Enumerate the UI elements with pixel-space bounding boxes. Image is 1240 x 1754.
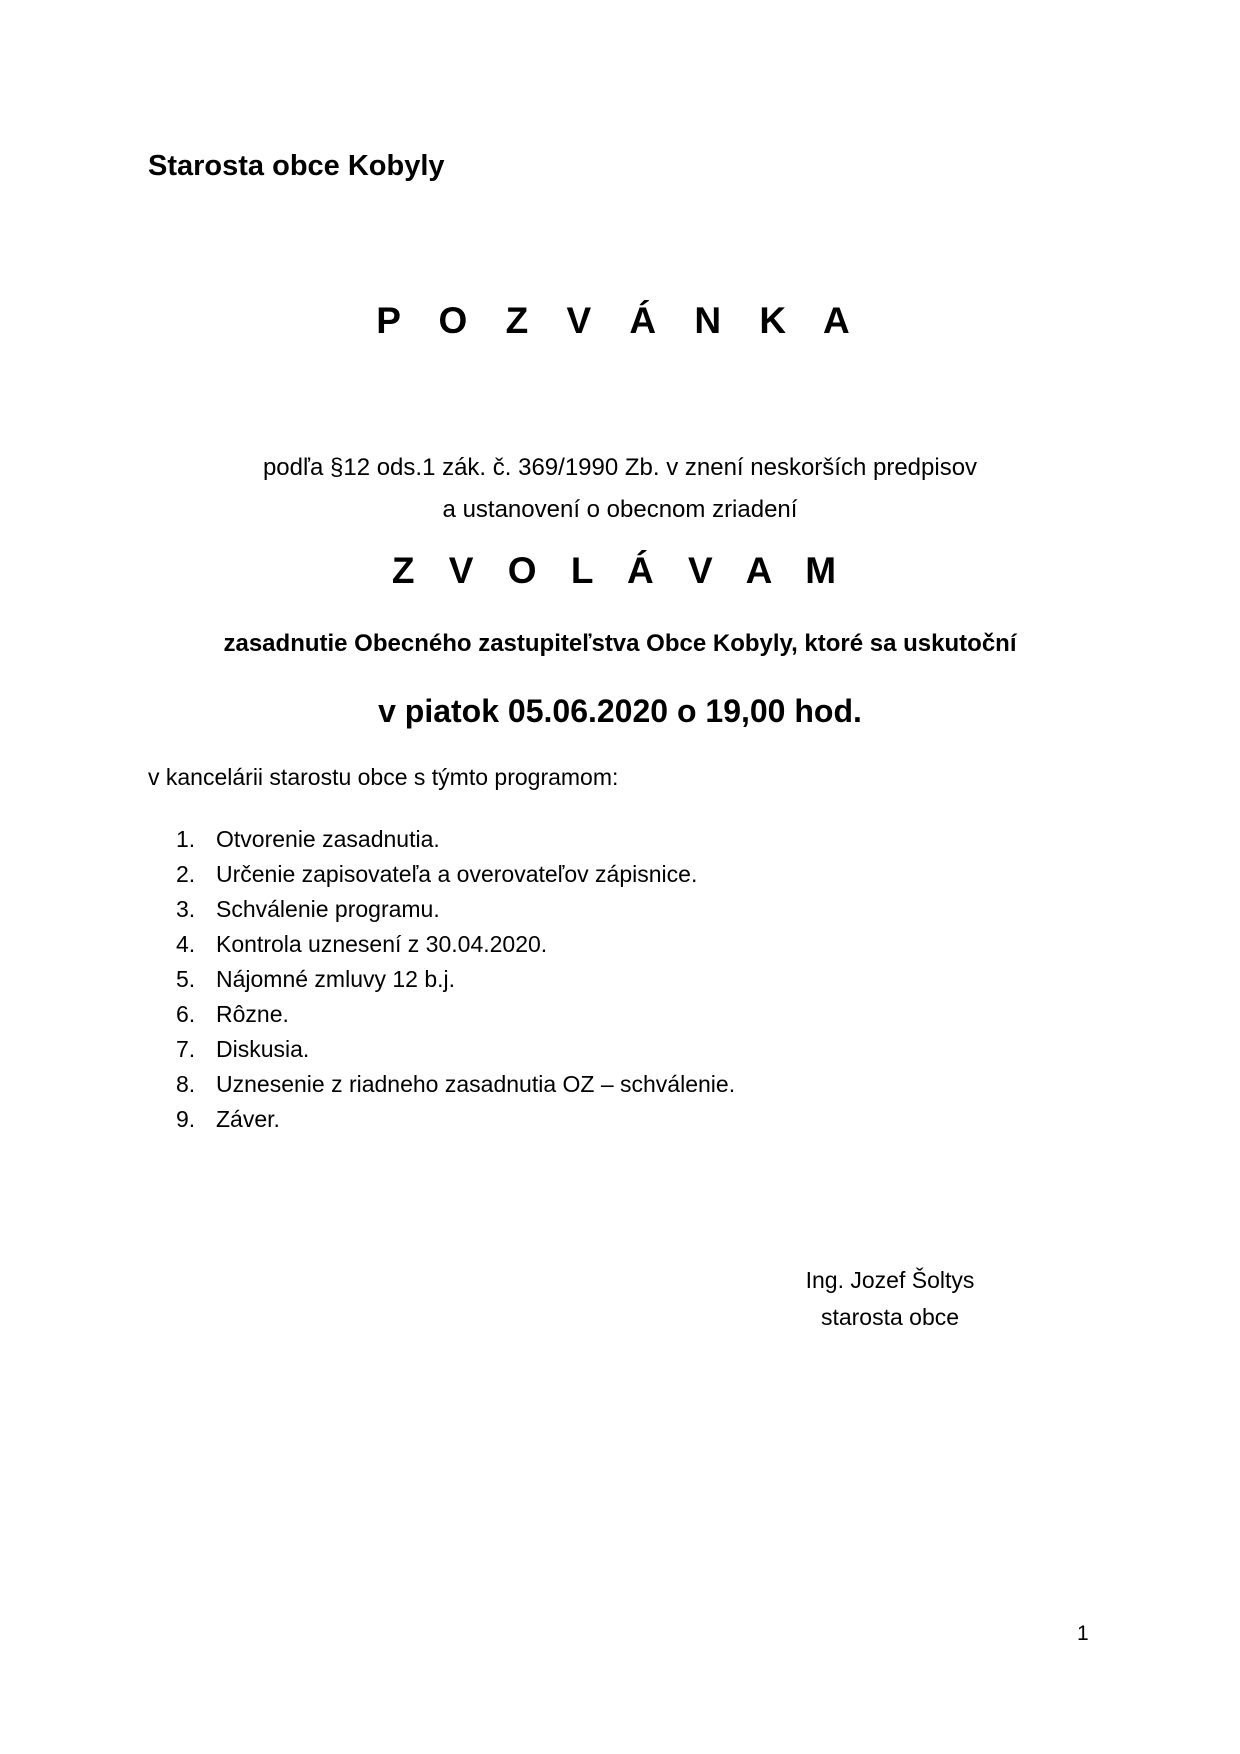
agenda-item-number: 5. [176,966,196,992]
agenda-item [176,857,735,892]
agenda-item-number: 1. [176,826,196,852]
agenda-item-text: Diskusia. [216,1036,310,1062]
sender-heading: Starosta obce Kobyly [148,150,445,182]
agenda-item-text: Nájomné zmluvy 12 b.j. [216,966,456,992]
signature-block [780,1262,1000,1336]
agenda-item [176,822,735,857]
agenda-item-text: Uznesenie z riadneho zasadnutia OZ – schválenie. [216,1071,736,1097]
agenda-item-number: 3. [176,896,196,922]
agenda-item-number: 7. [176,1036,196,1062]
agenda-item-text: Otvorenie zasadnutia. [216,826,440,852]
agenda-item [176,927,735,962]
signatory-role: starosta obce [820,1304,960,1330]
agenda-item [176,1102,735,1137]
convene-title: Z V O L Á V A M [391,550,849,591]
legal-basis-line-1: podľa §12 ods.1 zák. č. 369/1990 Zb. v znení neskorších predpisov [262,454,978,481]
meeting-description: zasadnutie Obecného zastupiteľstva Obce Kobyly, ktoré sa uskutoční [223,630,1017,657]
meeting-location: v kancelárii starostu obce s týmto programom: [148,764,619,790]
agenda-item [176,1067,735,1102]
agenda-item [176,962,735,997]
agenda-item-number: 8. [176,1071,196,1097]
agenda-item-number: 6. [176,1001,196,1027]
agenda-item-text: Určenie zapisovateľa a overovateľov zápisnice. [216,861,698,887]
legal-basis-line-2: a ustanovení o obecnom zriadení [442,496,798,523]
agenda-item-number: 9. [176,1106,196,1132]
agenda-item [176,892,735,927]
agenda-item-text: Schválenie programu. [216,896,440,922]
agenda-item-text: Záver. [216,1106,280,1132]
agenda-item-number: 2. [176,861,196,887]
page-number: 1 [1077,1622,1089,1645]
agenda-item [176,997,735,1032]
agenda-item-text: Rôzne. [216,1001,289,1027]
invitation-title: P O Z V Á N K A [376,300,864,341]
agenda-list [176,822,735,1137]
legal-basis [0,447,1240,531]
agenda-item-number: 4. [176,931,196,957]
meeting-datetime: v piatok 05.06.2020 o 19,00 hod. [378,693,862,729]
agenda-item-text: Kontrola uznesení z 30.04.2020. [216,931,548,957]
signatory-name: Ing. Jozef Šoltys [805,1267,975,1293]
agenda-item [176,1032,735,1067]
